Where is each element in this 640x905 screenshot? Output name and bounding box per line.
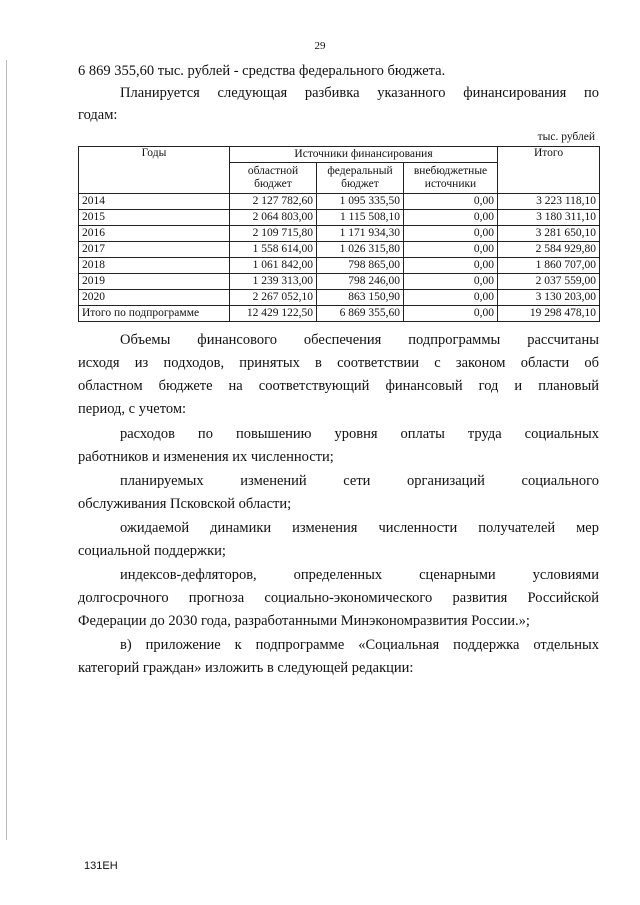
cell-year: 2016 <box>79 226 230 242</box>
table-row <box>79 242 600 258</box>
paragraph-line: в) приложение к подпрограмме «Социальная поддержка отдельных <box>120 637 599 653</box>
cell-regional: 2 064 803,00 <box>230 210 317 226</box>
header-regional: областной бюджет <box>230 163 317 194</box>
table-row <box>79 290 600 306</box>
cell-regional: 2 267 052,10 <box>230 290 317 306</box>
cell-extra: 0,00 <box>404 194 498 210</box>
cell-year: 2020 <box>79 290 230 306</box>
page-number: 29 <box>314 40 326 52</box>
cell-regional: 1 061 842,00 <box>230 258 317 274</box>
cell-extra: 0,00 <box>404 258 498 274</box>
paragraph-line: Объемы финансового обеспечения подпрограммы рассчитаны <box>120 332 599 348</box>
cell-federal: 798 865,00 <box>317 258 404 274</box>
scan-edge-mark <box>6 60 7 840</box>
cell-extra: 0,00 <box>404 290 498 306</box>
cell-regional: 12 429 122,50 <box>230 306 317 322</box>
paragraph-line: планируемых изменений сети организаций социального <box>120 473 599 489</box>
cell-regional: 2 109 715,80 <box>230 226 317 242</box>
cell-total-label: Итого по подпрограмме <box>79 306 230 322</box>
table-row <box>79 274 600 290</box>
cell-federal: 1 026 315,80 <box>317 242 404 258</box>
cell-total: 3 223 118,10 <box>498 194 600 210</box>
financing-table <box>78 146 600 322</box>
cell-year: 2019 <box>79 274 230 290</box>
cell-regional: 2 127 782,60 <box>230 194 317 210</box>
cell-extra: 0,00 <box>404 210 498 226</box>
paragraph-line: категорий граждан» изложить в следующей редакции: <box>78 660 414 676</box>
paragraph-line: Федерации до 2030 года, разработанными Минэкономразвития России.»; <box>78 613 530 629</box>
cell-total: 3 281 650,10 <box>498 226 600 242</box>
unit-label: тыс. рублей <box>537 131 595 143</box>
cell-total: 3 130 203,00 <box>498 290 600 306</box>
cell-total: 2 584 929,80 <box>498 242 600 258</box>
header-years: Годы <box>79 147 230 194</box>
paragraph-line: обслуживания Псковской области; <box>78 496 292 512</box>
paragraph-line: ожидаемой динамики изменения численности получателей мер <box>120 520 599 536</box>
header-extra: внебюджетные источники <box>404 163 498 194</box>
cell-year: 2018 <box>79 258 230 274</box>
cell-federal: 863 150,90 <box>317 290 404 306</box>
cell-total: 1 860 707,00 <box>498 258 600 274</box>
table-row <box>79 194 600 210</box>
cell-total: 2 037 559,00 <box>498 274 600 290</box>
cell-year: 2015 <box>79 210 230 226</box>
header-sources: Источники финансирования <box>230 147 498 163</box>
cell-regional: 1 239 313,00 <box>230 274 317 290</box>
paragraph-line: работников и изменения их численности; <box>78 449 334 465</box>
paragraph-line: областном бюджете на соответствующий финансовый год и плановый <box>78 378 599 394</box>
paragraph-line: период, с учетом: <box>78 401 187 417</box>
cell-total: 19 298 478,10 <box>498 306 600 322</box>
table-row <box>79 226 600 242</box>
cell-total: 3 180 311,10 <box>498 210 600 226</box>
cell-extra: 0,00 <box>404 226 498 242</box>
paragraph-line: социальной поддержки; <box>78 543 226 559</box>
cell-federal: 798 246,00 <box>317 274 404 290</box>
cell-federal: 1 095 335,50 <box>317 194 404 210</box>
table-row <box>79 210 600 226</box>
cell-extra: 0,00 <box>404 274 498 290</box>
plan-line-2: годам: <box>78 107 118 123</box>
table-total-row <box>79 306 600 322</box>
paragraph-line: долгосрочного прогноза социально-экономического развития Российской <box>78 590 599 606</box>
cell-regional: 1 558 614,00 <box>230 242 317 258</box>
cell-federal: 6 869 355,60 <box>317 306 404 322</box>
cell-year: 2014 <box>79 194 230 210</box>
cell-extra: 0,00 <box>404 306 498 322</box>
plan-line-1: Планируется следующая разбивка указанного финансирования по <box>120 85 599 101</box>
table-row <box>79 258 600 274</box>
cell-year: 2017 <box>79 242 230 258</box>
cell-federal: 1 115 508,10 <box>317 210 404 226</box>
paragraph-line: расходов по повышению уровня оплаты труда социальных <box>120 426 599 442</box>
header-federal: федеральный бюджет <box>317 163 404 194</box>
intro-line: 6 869 355,60 тыс. рублей - средства федерального бюджета. <box>78 63 446 79</box>
paragraph-line: исходя из подходов, принятых в соответствии с законом области об <box>78 355 599 371</box>
document-code: 131EH <box>84 860 118 872</box>
cell-extra: 0,00 <box>404 242 498 258</box>
paragraph-line: индексов-дефляторов, определенных сценарными условиями <box>120 567 599 583</box>
cell-federal: 1 171 934,30 <box>317 226 404 242</box>
header-total: Итого <box>498 147 600 194</box>
